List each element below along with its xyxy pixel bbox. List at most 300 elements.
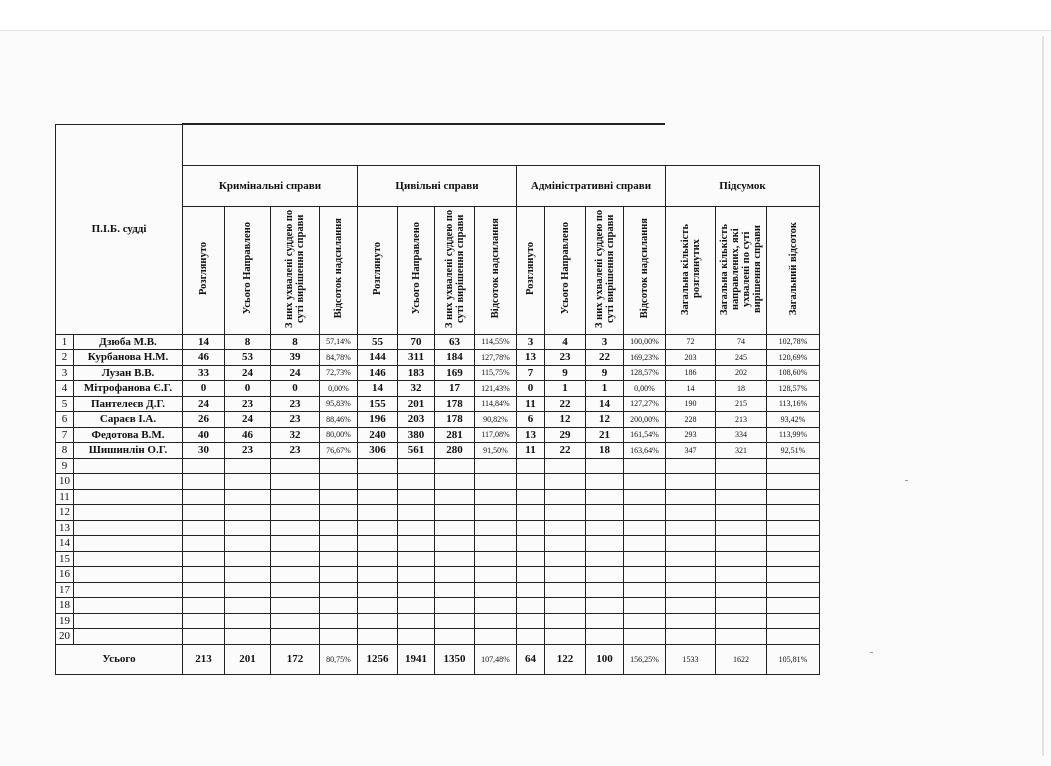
subheader-summary-total-percent: Загальний відсоток bbox=[767, 206, 820, 334]
value-cell bbox=[398, 520, 435, 536]
summary-value-cell: 190 bbox=[666, 396, 716, 412]
row-index: 12 bbox=[56, 505, 74, 521]
value-cell: 144 bbox=[358, 350, 398, 366]
percent-cell: 93,42% bbox=[767, 412, 820, 428]
percent-cell: 161,54% bbox=[624, 427, 666, 443]
percent-cell bbox=[320, 582, 358, 598]
table-row bbox=[56, 582, 820, 598]
value-cell bbox=[183, 474, 225, 490]
percent-cell bbox=[475, 474, 517, 490]
percent-cell: 102,78% bbox=[767, 334, 820, 350]
judge-name: Федотова В.М. bbox=[74, 427, 183, 443]
value-cell bbox=[398, 613, 435, 629]
value-cell: 0 bbox=[225, 381, 271, 397]
value-cell bbox=[183, 598, 225, 614]
scan-speck bbox=[905, 480, 908, 481]
subheader-criminal-percent: Відсоток надсилання bbox=[320, 206, 358, 334]
summary-value-cell bbox=[666, 551, 716, 567]
page-edge-shadow bbox=[1042, 36, 1044, 756]
subheader-admin-percent: Відсоток надсилання bbox=[624, 206, 666, 334]
summary-value-cell bbox=[666, 598, 716, 614]
value-cell bbox=[435, 520, 475, 536]
percent-cell: 121,43% bbox=[475, 381, 517, 397]
percent-cell bbox=[624, 567, 666, 583]
judge-name bbox=[74, 598, 183, 614]
summary-value-cell: 18 bbox=[716, 381, 767, 397]
value-cell: 169 bbox=[435, 365, 475, 381]
value-cell: 4 bbox=[545, 334, 586, 350]
percent-cell bbox=[475, 520, 517, 536]
value-cell: 281 bbox=[435, 427, 475, 443]
summary-value-cell bbox=[716, 474, 767, 490]
percent-cell: 200,00% bbox=[624, 412, 666, 428]
value-cell bbox=[517, 474, 545, 490]
value-cell: 3 bbox=[586, 334, 624, 350]
value-cell bbox=[358, 629, 398, 645]
subheader-admin-decided: З них ухвалені суддею по суті вирішення справи bbox=[586, 206, 624, 334]
judge-name bbox=[74, 520, 183, 536]
percent-cell bbox=[475, 458, 517, 474]
value-cell: 14 bbox=[358, 381, 398, 397]
total-percent: 156,25% bbox=[624, 644, 666, 674]
value-cell: 23 bbox=[271, 443, 320, 459]
percent-cell: 113,99% bbox=[767, 427, 820, 443]
percent-cell bbox=[624, 613, 666, 629]
value-cell: 306 bbox=[358, 443, 398, 459]
value-cell: 178 bbox=[435, 412, 475, 428]
percent-cell bbox=[767, 458, 820, 474]
value-cell bbox=[435, 474, 475, 490]
summary-value-cell bbox=[666, 567, 716, 583]
total-summary-value: 1533 bbox=[666, 644, 716, 674]
percent-cell bbox=[475, 567, 517, 583]
value-cell bbox=[435, 598, 475, 614]
value-cell bbox=[545, 536, 586, 552]
percent-cell: 128,57% bbox=[624, 365, 666, 381]
value-cell bbox=[545, 458, 586, 474]
summary-value-cell bbox=[666, 520, 716, 536]
percent-cell: 88,46% bbox=[320, 412, 358, 428]
percent-cell: 127,27% bbox=[624, 396, 666, 412]
value-cell: 8 bbox=[271, 334, 320, 350]
value-cell bbox=[398, 489, 435, 505]
total-value: 201 bbox=[225, 644, 271, 674]
judge-name: Курбанова Н.М. bbox=[74, 350, 183, 366]
value-cell: 24 bbox=[225, 365, 271, 381]
summary-value-cell bbox=[716, 567, 767, 583]
row-index: 19 bbox=[56, 613, 74, 629]
value-cell bbox=[358, 582, 398, 598]
percent-cell: 163,64% bbox=[624, 443, 666, 459]
percent-cell: 114,55% bbox=[475, 334, 517, 350]
value-cell bbox=[225, 567, 271, 583]
total-percent: 80,75% bbox=[320, 644, 358, 674]
row-index: 20 bbox=[56, 629, 74, 645]
value-cell bbox=[586, 489, 624, 505]
value-cell bbox=[435, 536, 475, 552]
value-cell bbox=[358, 567, 398, 583]
judge-name bbox=[74, 505, 183, 521]
row-index: 17 bbox=[56, 582, 74, 598]
percent-cell: 80,00% bbox=[320, 427, 358, 443]
value-cell: 280 bbox=[435, 443, 475, 459]
summary-value-cell bbox=[666, 458, 716, 474]
summary-value-cell bbox=[716, 613, 767, 629]
table-row bbox=[56, 427, 820, 443]
value-cell bbox=[225, 613, 271, 629]
value-cell bbox=[183, 629, 225, 645]
value-cell bbox=[358, 613, 398, 629]
row-index: 18 bbox=[56, 598, 74, 614]
subheader-civil-percent: Відсоток надсилання bbox=[475, 206, 517, 334]
total-value: 64 bbox=[517, 644, 545, 674]
value-cell bbox=[271, 551, 320, 567]
judge-name bbox=[74, 536, 183, 552]
subheader-civil-decided: З них ухвалені суддею по суті вирішення справи bbox=[435, 206, 475, 334]
value-cell bbox=[271, 582, 320, 598]
summary-value-cell: 14 bbox=[666, 381, 716, 397]
value-cell bbox=[586, 505, 624, 521]
percent-cell bbox=[320, 458, 358, 474]
summary-value-cell bbox=[666, 505, 716, 521]
summary-value-cell: 203 bbox=[666, 350, 716, 366]
value-cell bbox=[517, 489, 545, 505]
value-cell bbox=[545, 629, 586, 645]
table-row bbox=[56, 350, 820, 366]
percent-cell bbox=[475, 489, 517, 505]
judge-name bbox=[74, 474, 183, 490]
value-cell bbox=[398, 598, 435, 614]
percent-cell bbox=[767, 489, 820, 505]
value-cell: 32 bbox=[271, 427, 320, 443]
table-row bbox=[56, 412, 820, 428]
table-row bbox=[56, 474, 820, 490]
value-cell: 561 bbox=[398, 443, 435, 459]
value-cell: 26 bbox=[183, 412, 225, 428]
percent-cell bbox=[624, 629, 666, 645]
value-cell: 22 bbox=[545, 443, 586, 459]
value-cell: 30 bbox=[183, 443, 225, 459]
summary-value-cell bbox=[716, 629, 767, 645]
value-cell: 7 bbox=[517, 365, 545, 381]
table-row bbox=[56, 489, 820, 505]
row-index: 7 bbox=[56, 427, 74, 443]
percent-cell bbox=[320, 598, 358, 614]
percent-cell: 76,67% bbox=[320, 443, 358, 459]
value-cell bbox=[358, 505, 398, 521]
percent-cell: 90,82% bbox=[475, 412, 517, 428]
percent-cell bbox=[320, 613, 358, 629]
percent-cell: 114,84% bbox=[475, 396, 517, 412]
judge-name bbox=[74, 458, 183, 474]
value-cell: 24 bbox=[271, 365, 320, 381]
percent-cell bbox=[475, 582, 517, 598]
row-index: 14 bbox=[56, 536, 74, 552]
value-cell: 23 bbox=[225, 443, 271, 459]
judge-name: Дзюба М.В. bbox=[74, 334, 183, 350]
value-cell bbox=[545, 505, 586, 521]
percent-cell bbox=[624, 505, 666, 521]
value-cell bbox=[225, 505, 271, 521]
group-header-civil: Цивільні справи bbox=[358, 165, 517, 206]
summary-value-cell: 293 bbox=[666, 427, 716, 443]
value-cell bbox=[271, 458, 320, 474]
value-cell bbox=[183, 520, 225, 536]
value-cell bbox=[398, 474, 435, 490]
percent-cell bbox=[624, 520, 666, 536]
judge-name bbox=[74, 551, 183, 567]
value-cell bbox=[586, 458, 624, 474]
value-cell: 22 bbox=[586, 350, 624, 366]
subheader-criminal-reviewed: Розглянуто bbox=[183, 206, 225, 334]
summary-value-cell: 347 bbox=[666, 443, 716, 459]
judge-name bbox=[74, 613, 183, 629]
value-cell: 33 bbox=[183, 365, 225, 381]
row-index: 16 bbox=[56, 567, 74, 583]
value-cell: 12 bbox=[545, 412, 586, 428]
total-value: 213 bbox=[183, 644, 225, 674]
value-cell bbox=[183, 458, 225, 474]
total-value: 1350 bbox=[435, 644, 475, 674]
judge-name bbox=[74, 489, 183, 505]
subheader-admin-reviewed: Розглянуто bbox=[517, 206, 545, 334]
percent-cell bbox=[624, 489, 666, 505]
table-row bbox=[56, 334, 820, 350]
value-cell bbox=[358, 520, 398, 536]
value-cell bbox=[517, 458, 545, 474]
value-cell: 14 bbox=[183, 334, 225, 350]
subheader-summary-total-sent: Загальна кількість направлених, які ухвалені по суті вирішення справи bbox=[716, 206, 767, 334]
row-index: 15 bbox=[56, 551, 74, 567]
table-row bbox=[56, 458, 820, 474]
total-summary-value: 1622 bbox=[716, 644, 767, 674]
value-cell: 32 bbox=[398, 381, 435, 397]
value-cell bbox=[586, 567, 624, 583]
percent-cell bbox=[320, 567, 358, 583]
summary-value-cell bbox=[666, 629, 716, 645]
summary-value-cell bbox=[716, 520, 767, 536]
value-cell: 12 bbox=[586, 412, 624, 428]
percent-cell bbox=[624, 582, 666, 598]
percent-cell: 100,00% bbox=[624, 334, 666, 350]
percent-cell: 57,14% bbox=[320, 334, 358, 350]
value-cell bbox=[225, 582, 271, 598]
row-index: 6 bbox=[56, 412, 74, 428]
value-cell bbox=[183, 536, 225, 552]
total-value: 1941 bbox=[398, 644, 435, 674]
value-cell bbox=[517, 582, 545, 598]
summary-value-cell bbox=[716, 582, 767, 598]
value-cell: 23 bbox=[545, 350, 586, 366]
summary-value-cell bbox=[716, 458, 767, 474]
percent-cell: 115,75% bbox=[475, 365, 517, 381]
value-cell: 46 bbox=[183, 350, 225, 366]
value-cell: 155 bbox=[358, 396, 398, 412]
judge-name: Пантелеєв Д.Г. bbox=[74, 396, 183, 412]
value-cell bbox=[271, 629, 320, 645]
value-cell bbox=[586, 551, 624, 567]
table-row bbox=[56, 629, 820, 645]
value-cell: 6 bbox=[517, 412, 545, 428]
value-cell: 13 bbox=[517, 350, 545, 366]
percent-cell: 117,08% bbox=[475, 427, 517, 443]
value-cell: 0 bbox=[183, 381, 225, 397]
row-index: 11 bbox=[56, 489, 74, 505]
percent-cell bbox=[320, 520, 358, 536]
percent-cell: 0,00% bbox=[624, 381, 666, 397]
value-cell bbox=[545, 551, 586, 567]
table-row bbox=[56, 598, 820, 614]
judge-name-header: П.І.Б. судді bbox=[56, 125, 183, 335]
value-cell bbox=[517, 613, 545, 629]
percent-cell bbox=[767, 474, 820, 490]
table-row bbox=[56, 365, 820, 381]
value-cell bbox=[271, 613, 320, 629]
value-cell: 29 bbox=[545, 427, 586, 443]
value-cell bbox=[517, 505, 545, 521]
percent-cell bbox=[624, 474, 666, 490]
percent-cell bbox=[767, 551, 820, 567]
percent-cell: 92,51% bbox=[767, 443, 820, 459]
value-cell bbox=[435, 613, 475, 629]
value-cell bbox=[358, 551, 398, 567]
table-row bbox=[56, 551, 820, 567]
summary-value-cell: 334 bbox=[716, 427, 767, 443]
percent-cell: 84,78% bbox=[320, 350, 358, 366]
value-cell bbox=[435, 582, 475, 598]
summary-value-cell bbox=[666, 474, 716, 490]
value-cell bbox=[398, 551, 435, 567]
summary-value-cell: 213 bbox=[716, 412, 767, 428]
judge-name bbox=[74, 582, 183, 598]
percent-cell bbox=[767, 505, 820, 521]
value-cell bbox=[398, 458, 435, 474]
table-row bbox=[56, 443, 820, 459]
percent-cell bbox=[320, 505, 358, 521]
summary-value-cell: 228 bbox=[666, 412, 716, 428]
table-body bbox=[56, 334, 820, 644]
percent-cell bbox=[624, 598, 666, 614]
row-index: 9 bbox=[56, 458, 74, 474]
value-cell: 196 bbox=[358, 412, 398, 428]
percent-cell bbox=[475, 536, 517, 552]
total-label: Усього bbox=[56, 644, 183, 674]
value-cell bbox=[358, 598, 398, 614]
summary-value-cell: 215 bbox=[716, 396, 767, 412]
summary-value-cell bbox=[716, 536, 767, 552]
value-cell: 21 bbox=[586, 427, 624, 443]
value-cell: 1 bbox=[586, 381, 624, 397]
total-row bbox=[56, 644, 820, 674]
value-cell: 178 bbox=[435, 396, 475, 412]
value-cell bbox=[517, 551, 545, 567]
percent-cell: 0,00% bbox=[320, 381, 358, 397]
summary-value-cell bbox=[716, 551, 767, 567]
value-cell bbox=[545, 567, 586, 583]
group-header-summary: Підсумок bbox=[666, 165, 820, 206]
judge-name: Сараєв І.А. bbox=[74, 412, 183, 428]
subheader-criminal-decided: З них ухвалені суддею по суті вирішення справи bbox=[271, 206, 320, 334]
value-cell: 63 bbox=[435, 334, 475, 350]
percent-cell: 169,23% bbox=[624, 350, 666, 366]
percent-cell bbox=[320, 474, 358, 490]
value-cell bbox=[517, 567, 545, 583]
value-cell bbox=[586, 598, 624, 614]
value-cell bbox=[545, 474, 586, 490]
value-cell: 14 bbox=[586, 396, 624, 412]
value-cell bbox=[271, 598, 320, 614]
row-index: 3 bbox=[56, 365, 74, 381]
summary-value-cell bbox=[716, 489, 767, 505]
value-cell bbox=[225, 474, 271, 490]
value-cell bbox=[398, 505, 435, 521]
percent-cell bbox=[624, 551, 666, 567]
value-cell bbox=[183, 582, 225, 598]
percent-cell: 95,83% bbox=[320, 396, 358, 412]
value-cell bbox=[545, 520, 586, 536]
value-cell bbox=[271, 489, 320, 505]
percent-cell bbox=[767, 629, 820, 645]
value-cell: 11 bbox=[517, 396, 545, 412]
percent-cell bbox=[767, 613, 820, 629]
total-value: 1256 bbox=[358, 644, 398, 674]
judge-name: Шишинлін О.Г. bbox=[74, 443, 183, 459]
percent-cell bbox=[767, 536, 820, 552]
summary-value-cell: 202 bbox=[716, 365, 767, 381]
value-cell bbox=[586, 474, 624, 490]
value-cell bbox=[586, 582, 624, 598]
value-cell: 23 bbox=[271, 412, 320, 428]
subheader-civil-reviewed: Розглянуто bbox=[358, 206, 398, 334]
value-cell: 18 bbox=[586, 443, 624, 459]
total-percent: 105,81% bbox=[767, 644, 820, 674]
percent-cell: 127,78% bbox=[475, 350, 517, 366]
value-cell bbox=[358, 458, 398, 474]
value-cell bbox=[225, 629, 271, 645]
table-row bbox=[56, 613, 820, 629]
total-value: 122 bbox=[545, 644, 586, 674]
value-cell: 146 bbox=[358, 365, 398, 381]
row-index: 4 bbox=[56, 381, 74, 397]
value-cell bbox=[435, 567, 475, 583]
percent-cell bbox=[475, 505, 517, 521]
value-cell bbox=[271, 474, 320, 490]
row-index: 1 bbox=[56, 334, 74, 350]
subheader-civil-sent: Усього Направлено bbox=[398, 206, 435, 334]
value-cell bbox=[586, 536, 624, 552]
group-header-criminal: Кримінальні справи bbox=[183, 165, 358, 206]
value-cell: 9 bbox=[545, 365, 586, 381]
value-cell: 13 bbox=[517, 427, 545, 443]
value-cell bbox=[398, 582, 435, 598]
value-cell bbox=[517, 598, 545, 614]
value-cell: 24 bbox=[183, 396, 225, 412]
value-cell bbox=[586, 629, 624, 645]
blank-header-cell bbox=[183, 125, 820, 166]
scan-speck bbox=[870, 652, 873, 653]
value-cell bbox=[183, 505, 225, 521]
row-index: 10 bbox=[56, 474, 74, 490]
value-cell: 380 bbox=[398, 427, 435, 443]
value-cell: 9 bbox=[586, 365, 624, 381]
group-header-administrative: Адміністративні справи bbox=[517, 165, 666, 206]
table-row bbox=[56, 520, 820, 536]
value-cell bbox=[183, 551, 225, 567]
value-cell: 55 bbox=[358, 334, 398, 350]
value-cell bbox=[545, 489, 586, 505]
percent-cell bbox=[767, 598, 820, 614]
summary-value-cell bbox=[666, 536, 716, 552]
